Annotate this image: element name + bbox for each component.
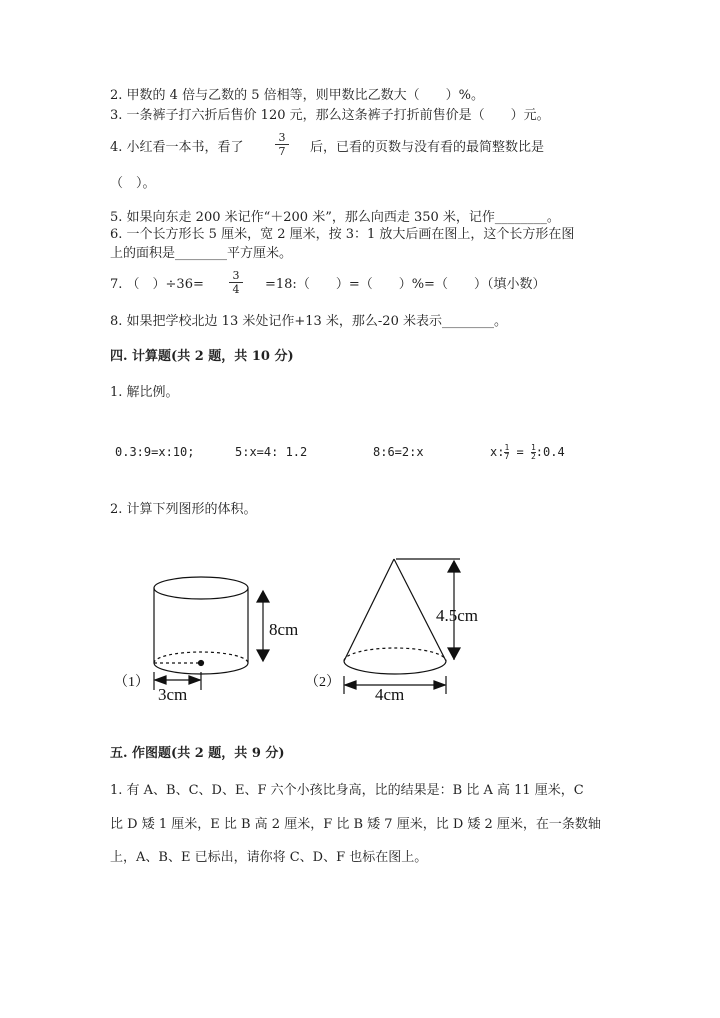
equation-2: 5:x=4: 1.2: [235, 445, 308, 459]
section-5-q1-line3: 上，A、B、E 已标出，请你将 C、D、F 也标在图上。: [110, 850, 428, 865]
question-8: 8. 如果把学校北边 13 米处记作+13 米，那么-20 米表示________。: [110, 314, 507, 329]
figure-1-label: （1）: [114, 675, 149, 690]
cylinder-figure: [154, 577, 269, 690]
equation-1: 0.3:9=x:10;: [115, 445, 195, 459]
cone-height-label: 4.5cm: [436, 606, 479, 625]
fraction-1-7: $\frac{1}{7}$: [504, 443, 510, 461]
question-7-part1: 7. （ ）÷36=: [110, 277, 204, 292]
section-5-q1-line1: 1. 有 A、B、C、D、E、F 六个小孩比身高，比的结果是：B 比 A 高 11 厘米，C: [110, 783, 584, 798]
section-4-heading: 四. 计算题(共 2 题，共 10 分): [110, 349, 294, 364]
question-7-part2: =18:（ ）=（ ）%=（ ）（填小数）: [265, 277, 546, 292]
question-6-line1: 6. 一个长方形长 5 厘米，宽 2 厘米，按 3：1 放大后画在图上，这个长方形在图: [110, 227, 575, 242]
section-5-heading: 五. 作图题(共 2 题，共 9 分): [110, 746, 285, 761]
cone-diameter-label: 4cm: [375, 685, 405, 704]
question-4-blank: （ ）。: [110, 176, 156, 191]
cylinder-radius-label: 3cm: [158, 685, 188, 704]
question-3: 3. 一条裤子打六折后售价 120 元，那么这条裤子打折前售价是（ ）元。: [110, 108, 550, 123]
section-5-q1-line2: 比 D 矮 1 厘米，E 比 B 高 2 厘米，F 比 B 矮 7 厘米，比 D 矮 2 厘米，在一条数轴: [110, 817, 601, 832]
question-4-part2: 后，已看的页数与没有看的最简整数比是: [310, 140, 545, 155]
question-2: 2. 甲数的 4 倍与乙数的 5 倍相等，则甲数比乙数大（ ）%。: [110, 88, 484, 103]
section-4-q1: 1. 解比例。: [110, 385, 179, 400]
fraction-1-2: $\frac{1}{2}$: [530, 443, 536, 461]
fraction-3-7: 3 7: [275, 132, 289, 157]
fraction-3-4: 3 4: [229, 270, 243, 295]
equation-3: 8:6=2:x: [373, 445, 424, 459]
figure-2-label: （2）: [305, 675, 340, 690]
cylinder-height-label: 8cm: [269, 620, 299, 639]
question-6-line2: 上的面积是________平方厘米。: [110, 246, 293, 261]
question-5: 5. 如果向东走 200 米记作“＋200 米”，那么向西走 350 米，记作________。: [110, 210, 560, 225]
question-4-part1: 4. 小红看一本书，看了: [110, 140, 244, 155]
cone-figure: [344, 559, 460, 694]
equation-4: $x:\frac{1}{7}$ = $\frac{1}{2}:0.4$: [490, 443, 565, 461]
section-4-q2: 2. 计算下列图形的体积。: [110, 502, 257, 517]
